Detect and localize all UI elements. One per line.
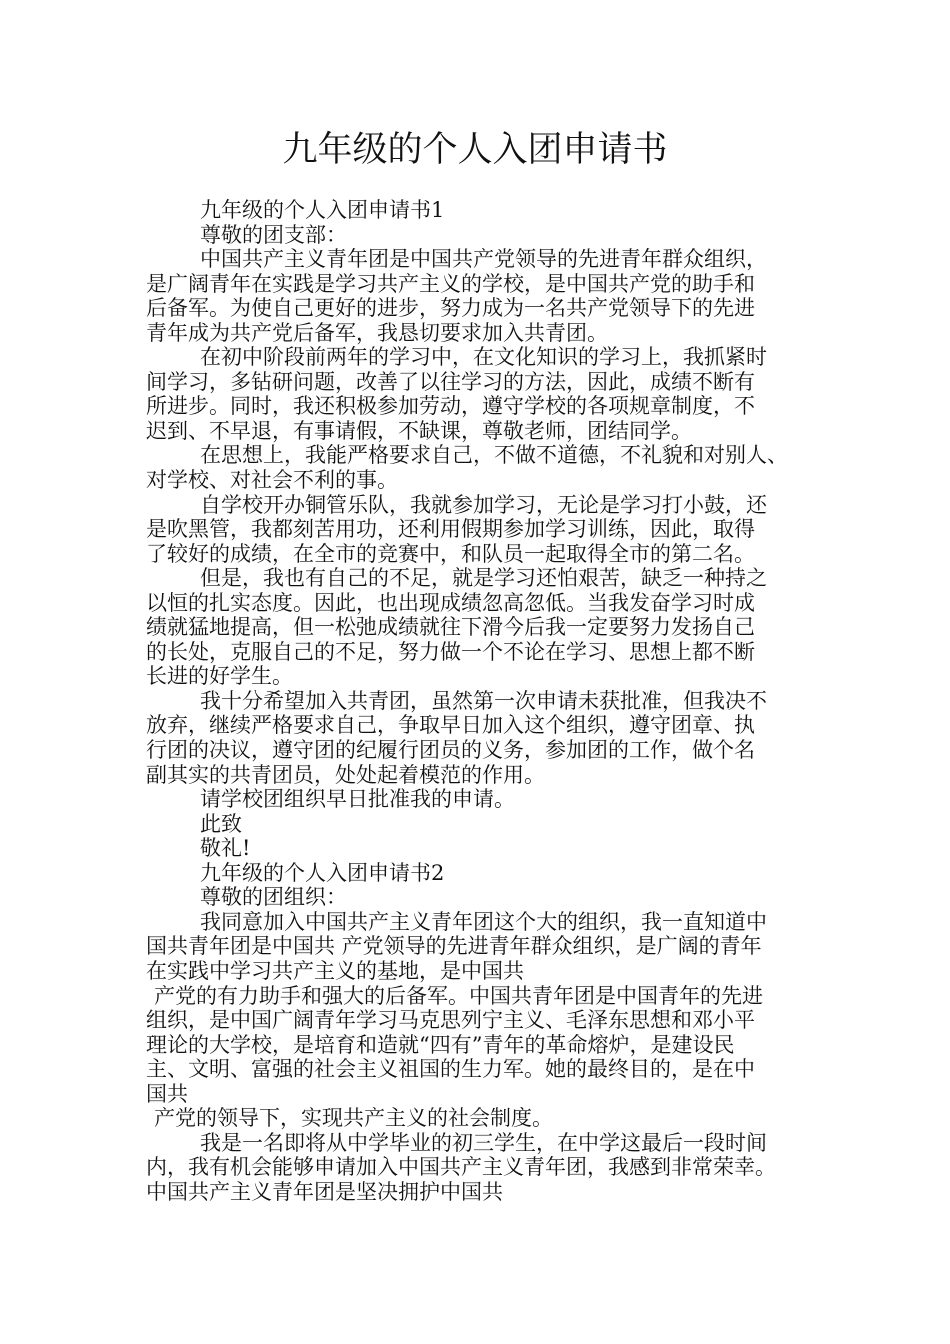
text-line: 是广阔青年在实践是学习共产主义的学校，是中国共产党的助手和 — [146, 271, 755, 296]
text-line: 尊敬的团支部： — [200, 222, 347, 247]
text-line: 理论的大学校，是培育和造就“四有”青年的革命熔炉，是建设民 — [146, 1032, 735, 1057]
text-line: 在思想上，我能严格要求自己，不做不道德，不礼貌和对别人、 — [200, 443, 788, 468]
text-line: 是吹黑管，我都刻苦用功，还利用假期参加学习训练，因此，取得 — [146, 517, 755, 542]
text-line: 组织，是中国广阔青年学习马克思列宁主义、毛泽东思想和邓小平 — [146, 1008, 755, 1033]
text-line: 但是，我也有自己的不足，就是学习还怕艰苦，缺乏一种持之 — [200, 566, 767, 591]
text-line: 九年级的个人入团申请书2 — [200, 860, 445, 885]
text-line: 我十分希望加入共青团，虽然第一次申请未获批准，但我决不 — [200, 688, 767, 713]
text-line: 请学校团组织早日批准我的申请。 — [200, 787, 515, 812]
text-line: 长进的好学生。 — [146, 664, 293, 689]
text-line: 国共 — [146, 1081, 188, 1106]
text-line: 迟到、不早退，有事请假，不缺课，尊敬老师，团结同学。 — [146, 418, 692, 443]
text-line: 在初中阶段前两年的学习中，在文化知识的学习上，我抓紧时 — [200, 345, 767, 370]
text-line: 中国共产主义青年团是坚决拥护中国共 — [146, 1179, 503, 1204]
text-line: 所进步。同时，我还积极参加劳动，遵守学校的各项规章制度，不 — [146, 394, 755, 419]
text-line: 内，我有机会能够申请加入中国共产主义青年团，我感到非常荣幸。 — [146, 1155, 776, 1180]
text-line: 间学习，多钻研问题，改善了以往学习的方法，因此，成绩不断有 — [146, 369, 755, 394]
text-line: 九年级的个人入团申请书1 — [200, 198, 445, 222]
text-line: 我同意加入中国共产主义青年团这个大的组织，我一直知道中 — [200, 909, 767, 934]
text-line: 自学校开办铜管乐队，我就参加学习，无论是学习打小鼓，还 — [200, 492, 767, 517]
text-line: 敬礼! — [200, 836, 251, 861]
document-title: 九年级的个人入团申请书 — [282, 130, 668, 170]
text-line: 国共青年团是中国共 产党领导的先进青年群众组织，是广阔的青年 — [146, 934, 762, 959]
text-line: 绩就猛地提高，但一松弛成绩就往下滑今后我一定要努力发扬自己 — [146, 615, 755, 640]
text-line: 后备军。为使自己更好的进步，努力成为一名共产党领导下的先进 — [146, 296, 755, 321]
text-line: 中国共产主义青年团是中国共产党领导的先进青年群众组织， — [200, 247, 767, 272]
text-line: 的长处，克服自己的不足，努力做一个不论在学习、思想上都不断 — [146, 639, 755, 664]
text-line: 产党的领导下，实现共产主义的社会制度。 — [154, 1106, 553, 1131]
document-body — [146, 198, 826, 1204]
text-line: 对学校、对社会不利的事。 — [146, 468, 398, 493]
text-line: 以恒的扎实态度。因此，也出现成绩忽高忽低。当我发奋学习时成 — [146, 590, 755, 615]
text-line: 行团的决议，遵守团的纪履行团员的义务，参加团的工作，做个名 — [146, 738, 755, 763]
text-line: 放弃，继续严格要求自己，争取早日加入这个组织，遵守团章、执 — [146, 713, 755, 738]
text-line: 此致 — [200, 811, 242, 836]
text-line: 青年成为共产党后备军，我恳切要求加入共青团。 — [146, 320, 608, 345]
text-line: 副其实的共青团员，处处起着模范的作用。 — [146, 762, 545, 787]
text-line: 在实践中学习共产主义的基地，是中国共 — [146, 958, 524, 983]
text-line: 了较好的成绩，在全市的竞赛中，和队员一起取得全市的第二名。 — [146, 541, 755, 566]
text-line: 产党的有力助手和强大的后备军。中国共青年团是中国青年的先进 — [154, 983, 763, 1008]
text-line: 主、文明、富强的社会主义祖国的生力军。她的最终目的，是在中 — [146, 1057, 755, 1082]
text-line: 我是一名即将从中学毕业的初三学生，在中学这最后一段时间 — [200, 1130, 767, 1155]
text-line: 尊敬的团组织： — [200, 885, 347, 910]
